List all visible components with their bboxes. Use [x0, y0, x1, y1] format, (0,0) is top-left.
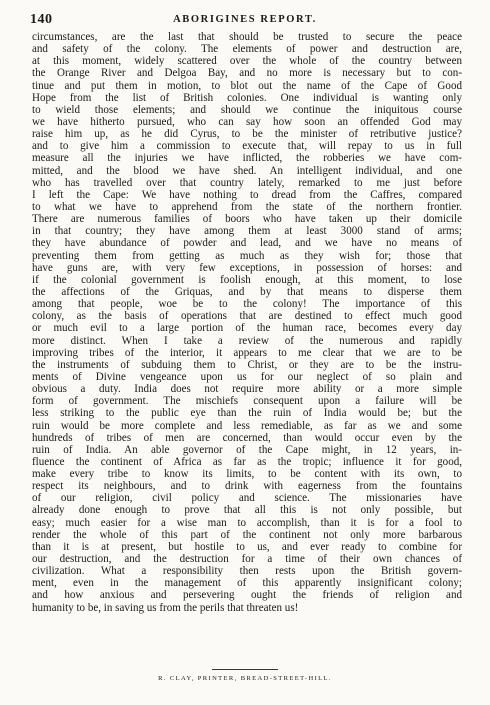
text-line: in that country; they have among them at least 3000 stand of arms;	[32, 225, 462, 238]
text-line: render the whole of this part of the continent not only more barbarous	[32, 528, 462, 541]
text-line: ruin of India. An able governor of the Cape might, in 12 years, in-	[32, 443, 462, 456]
text-line: to wield those elements; and should we continue the iniquitous course	[32, 103, 462, 116]
text-line: and how anxious and persevering ought the friends of religion and	[32, 589, 462, 602]
text-line: among that people, woe be to the colony! The importance of this	[32, 298, 462, 311]
text-line: already done enough to prove that all this is not only possible, but	[32, 504, 462, 517]
text-line: mitted, and the blood we have shed. An intelligent individual, and one	[32, 164, 462, 177]
text-line: the Orange River and Delgoa Bay, and no more is necessary but to con-	[32, 67, 462, 80]
text-line: and to give him a commission to execute that, will repay to us in full	[32, 140, 462, 153]
text-line: preventing them from getting as much as they wish for; those that	[32, 249, 462, 262]
text-line: I left the Cape: We have nothing to dread from the Caffres, compared	[32, 188, 462, 201]
text-line: make every tribe to know its limits, to be content with its own, to	[32, 468, 462, 481]
text-line: Hope from the list of British colonies. One individual is wanting only	[32, 91, 462, 104]
text-line: or much evil to a large portion of the human race, becomes every day	[32, 322, 462, 335]
text-line: civilization. What a responsibility then rests upon the British govern-	[32, 565, 462, 578]
printer-imprint: R. CLAY, PRINTER, BREAD-STREET-HILL.	[158, 675, 332, 682]
text-line: at this moment, widely scattered over the whole of the country between	[32, 55, 462, 68]
text-line: obvious a duty. India does not require more ability or a more simple	[32, 383, 462, 396]
text-line: we have hitherto pursued, who can say how soon an offended God may	[32, 115, 462, 128]
text-line: less striking to the public eye than the ruin of India would be; but the	[32, 407, 462, 420]
text-line: form of government. The mischiefs consequent upon a failure will be	[32, 395, 462, 408]
text-line: our destruction, and the destruction for a time of their own chances of	[32, 553, 462, 566]
text-line: the instruments of subduing them to Christ, or they are to be the instru-	[32, 358, 462, 371]
text-line: hundreds of tribes of men are concerned, than would occur even by the	[32, 431, 462, 444]
text-line: colony, as the basis of operations that are destined to effect much good	[32, 310, 462, 323]
text-line: to what we have to apprehend from the state of the northern frontier.	[32, 200, 462, 213]
page-header	[30, 12, 460, 30]
text-line: fluence the continent of Africa as far as the tropic; influence it for good,	[32, 455, 462, 468]
text-line: than it is at present, but hostile to us, and ever ready to combine for	[32, 540, 462, 553]
text-line: measure all the injuries we have inflicted, the robberies we have com-	[32, 152, 462, 165]
text-line: circumstances, are the last that should be trusted to secure the peace	[32, 31, 462, 43]
page-number: 140	[30, 12, 53, 27]
text-line: raise him up, as he did Cyrus, to be the minister of retributive justice?	[32, 128, 462, 141]
text-line: ment, even in the management of this apparently insignificant colony;	[32, 577, 462, 590]
text-line: they have abundance of powder and lead, and we have no means of	[32, 237, 462, 250]
text-line: ruin would be more complete and less remediable, as far as we and some	[32, 419, 462, 432]
text-line: if the colonial government is foolish enough, at this moment, to lose	[32, 273, 462, 286]
text-line: improving tribes of the interior, it appears to me clear that we are to be	[32, 346, 462, 359]
text-line: who has travelled over that country lately, remarked to me just before	[32, 176, 462, 189]
text-line: There are numerous families of boors who have taken up their domicile	[32, 213, 462, 226]
text-line: have guns are, with very few exceptions, in possession of horses: and	[32, 261, 462, 274]
footer-rule	[212, 669, 278, 670]
text-line: humanity to be, in saving us from the perils that threaten us!	[32, 601, 299, 614]
running-head: ABORIGINES REPORT.	[173, 14, 317, 25]
text-line: ments of Divine vengeance upon us for our neglect of so plain and	[32, 370, 462, 383]
text-line: respect its neighbours, and to drink with eagerness from the fountains	[32, 480, 462, 493]
text-line: more distinct. When I take a review of the numerous and rapidly	[32, 334, 462, 347]
body-text	[32, 31, 462, 614]
text-line: the affections of the Griquas, and by that means to disperse them	[32, 285, 462, 298]
text-line: easy; much easier for a wise man to accomplish, than it is for a fool to	[32, 516, 462, 529]
text-line: and safety of the colony. The elements of power and destruction are,	[32, 43, 462, 56]
text-line: tinue and put them in motion, to blot out the name of the Cape of Good	[32, 79, 462, 92]
text-line: of our religion, civil policy and science. The missionaries have	[32, 492, 462, 505]
